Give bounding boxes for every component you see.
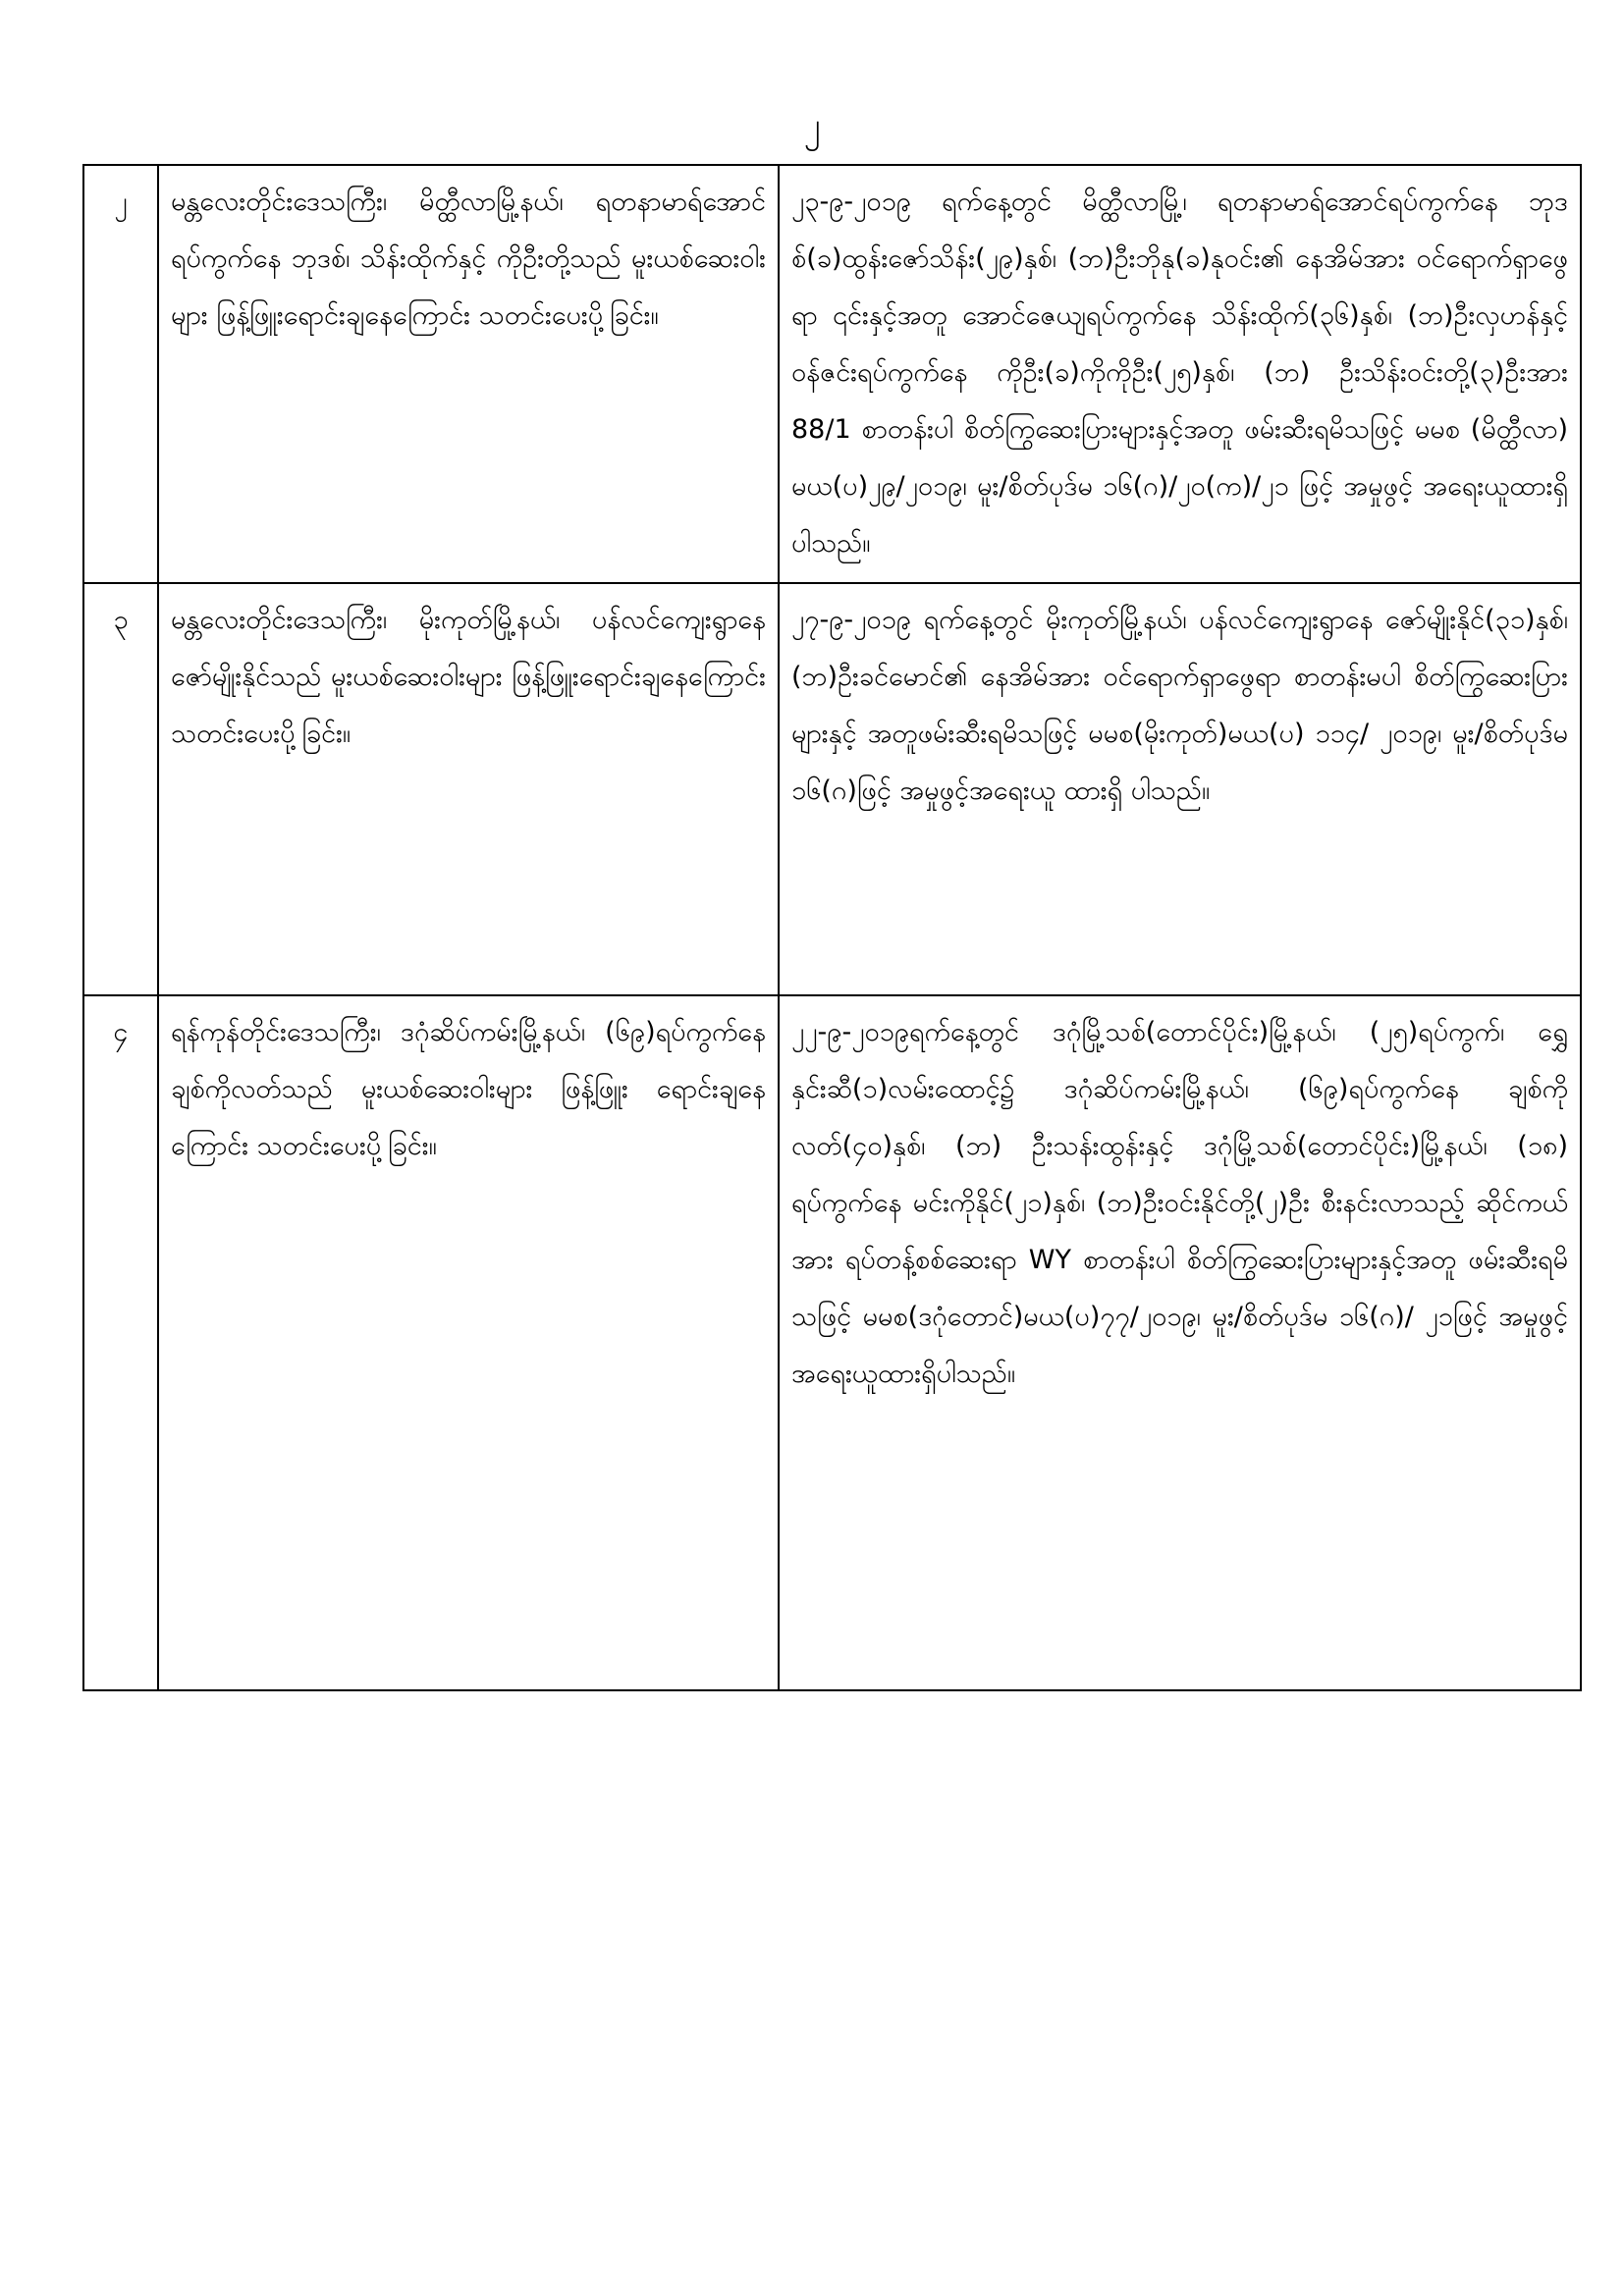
report-table [82,164,1582,1691]
row-number: ၂ [83,165,158,583]
action-taken: ၂၇-၉-၂၀၁၉ ရက်နေ့တွင် မိုးကုတ်မြို့နယ်၊ ပန်လင်ကျေးရွာနေ ဇော်မျိုးနိုင်(၃၁)နှစ်၊ (ဘ)ဦးခင်မောင်၏ နေအိမ်အား ဝင်ရောက်ရှာဖွေရာ စာတန်းမပါ စိတ်ကြွဆေးပြားများနှင့် အတူဖမ်းဆီးရမိသဖြင့် မမစ(မိုးကုတ်)မယ(ပ) ၁၁၄/ ၂၀၁၉၊ မူး/စိတ်ပုဒ်မ ၁၆(ဂ)ဖြင့် အမှုဖွင့်အရေးယူ ထားရှိ ပါသည်။ [779,583,1581,995]
report-subject: မန္တလေးတိုင်းဒေသကြီး၊ မိုးကုတ်မြို့နယ်၊ ပန်လင်ကျေးရွာနေ ဇော်မျိုးနိုင်သည် မူးယစ်ဆေးဝါးများ ဖြန့်ဖြူးရောင်းချနေကြောင်း သတင်းပေးပို့ခြင်း။ [158,583,779,995]
table-row [83,583,1581,995]
action-taken: ၂၂-၉-၂၀၁၉ရက်နေ့တွင် ဒဂုံမြို့သစ်(တောင်ပိုင်း)မြို့နယ်၊ (၂၅)ရပ်ကွက်၊ ရွှေနှင်းဆီ(၁)လမ်းထောင့်၌ ဒဂုံဆိပ်ကမ်းမြို့နယ်၊ (၆၉)ရပ်ကွက်နေ ချစ်ကိုလတ်(၄၀)နှစ်၊ (ဘ) ဦးသန်းထွန်းနှင့် ဒဂုံမြို့သစ်(တောင်ပိုင်း)မြို့နယ်၊ (၁၈) ရပ်ကွက်နေ မင်းကိုနိုင်(၂၁)နှစ်၊ (ဘ)ဦးဝင်းနိုင်တို့(၂)ဦး စီးနင်းလာသည့် ဆိုင်ကယ်အား ရပ်တန့်စစ်ဆေးရာ WY စာတန်းပါ စိတ်ကြွဆေးပြားများနှင့်အတူ ဖမ်းဆီးရမိသဖြင့် မမစ(ဒဂုံတောင်)မယ(ပ)၇၇/၂၀၁၉၊ မူး/စိတ်ပုဒ်မ ၁၆(ဂ)/ ၂၁ဖြင့် အမှုဖွင့် အရေးယူထားရှိပါသည်။ [779,995,1581,1690]
report-subject: ရန်ကုန်တိုင်းဒေသကြီး၊ ဒဂုံဆိပ်ကမ်းမြို့နယ်၊ (၆၉)ရပ်ကွက်နေ ချစ်ကိုလတ်သည် မူးယစ်ဆေးဝါးများ ဖြန့်ဖြူး ရောင်းချနေကြောင်း သတင်းပေးပို့ခြင်း။ [158,995,779,1690]
table-row [83,995,1581,1690]
row-number: ၄ [83,995,158,1690]
report-subject: မန္တလေးတိုင်းဒေသကြီး၊ မိတ္ထီလာမြို့နယ်၊ ရတနာမာရ်အောင်ရပ်ကွက်နေ ဘုဒစ်၊ သိန်းထိုက်နှင့် ကိုဦးတို့သည် မူးယစ်ဆေးဝါးများ ဖြန့်ဖြူးရောင်းချနေကြောင်း သတင်းပေးပို့ခြင်း။ [158,165,779,583]
row-number: ၃ [83,583,158,995]
action-taken: ၂၃-၉-၂၀၁၉ ရက်နေ့တွင် မိတ္ထီလာမြို့၊ ရတနာမာရ်အောင်ရပ်ကွက်နေ ဘုဒစ်(ခ)ထွန်းဇော်သိန်း(၂၉)နှစ်၊ (ဘ)ဦးဘိုနု(ခ)နုဝင်း၏ နေအိမ်အား ဝင်ရောက်ရှာဖွေရာ ၎င်းနှင့်အတူ အောင်ဇေယျရပ်ကွက်နေ သိန်းထိုက်(၃၆)နှစ်၊ (ဘ)ဦးလှဟန်နှင့် ဝန်ဇင်းရပ်ကွက်နေ ကိုဦး(ခ)ကိုကိုဦး(၂၅)နှစ်၊ (ဘ) ဦးသိန်းဝင်းတို့(၃)ဦးအား 88/1 စာတန်းပါ စိတ်ကြွဆေးပြားများနှင့်အတူ ဖမ်းဆီးရမိသဖြင့် မမစ (မိတ္ထီလာ) မယ(ပ)၂၉/၂၀၁၉၊ မူး/စိတ်ပုဒ်မ ၁၆(ဂ)/၂၀(က)/၂၁ ဖြင့် အမှုဖွင့် အရေးယူထားရှိပါသည်။ [779,165,1581,583]
page-number: ၂ [803,106,821,145]
table-row [83,165,1581,583]
